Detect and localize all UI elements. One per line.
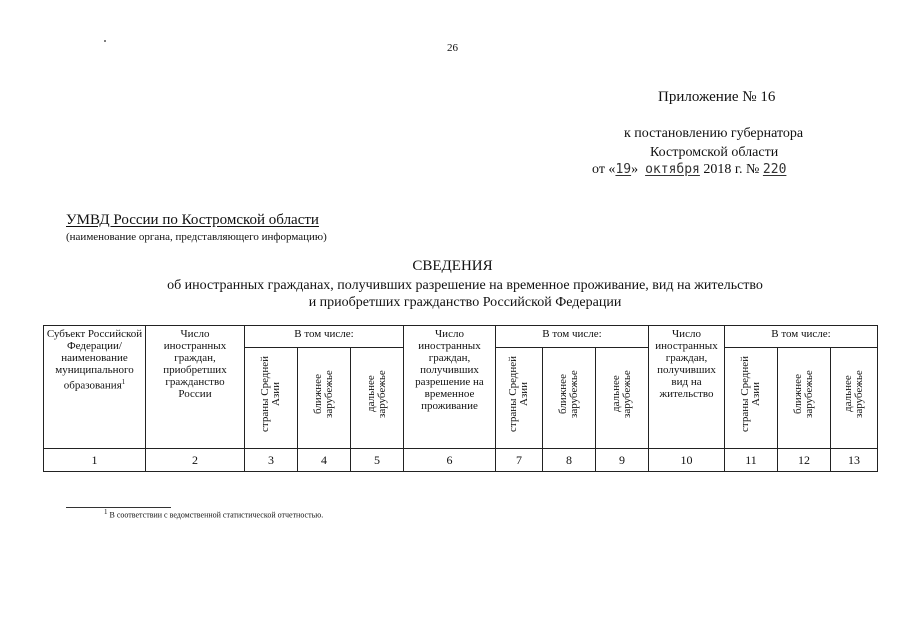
column-number: 12: [778, 449, 831, 472]
appendix-region: Костромской области: [650, 145, 779, 160]
decree-number: 220: [762, 162, 787, 177]
appendix-to-decree: к постановлению губернатора: [624, 126, 804, 141]
column-number: 13: [831, 449, 878, 472]
header-subject: Субъект Российской Федерации/ наименование муниципального образования$^1$: [44, 326, 146, 449]
header-including-3: В том числе:: [725, 326, 878, 348]
column-number: 9: [596, 449, 649, 472]
page-number: 26: [447, 42, 458, 54]
column-number: 5: [351, 449, 404, 472]
header-residence: Число иностранных граждан, получивших вид на жительство: [649, 326, 725, 449]
report-title: СВЕДЕНИЯ: [412, 258, 493, 274]
organization-caption: (наименование органа, представляющего информацию): [66, 231, 327, 243]
date-day: 19: [615, 162, 632, 177]
report-subtitle: [0, 277, 905, 311]
sub-central-asia: страны Средней Азии: [725, 348, 778, 449]
footnote: [104, 508, 323, 520]
report-subtitle-line2: и приобретших гражданство Российской Федерации: [308, 295, 622, 310]
column-number: 3: [245, 449, 298, 472]
column-number: 1: [44, 449, 146, 472]
column-number: 4: [298, 449, 351, 472]
appendix-date-line: [592, 162, 786, 178]
column-numbers-row: [44, 449, 878, 472]
sub-far-abroad: дальнее зарубежье: [596, 348, 649, 449]
sub-near-abroad: ближнее зарубежье: [543, 348, 596, 449]
footnote-text: В соответствии с ведомственной статистической отчетностью.: [107, 510, 324, 520]
sub-central-asia: страны Средней Азии: [496, 348, 543, 449]
column-number: 11: [725, 449, 778, 472]
sub-far-abroad: дальнее зарубежье: [831, 348, 878, 449]
date-year: 2018 г. №: [703, 162, 760, 177]
date-prefix: от «: [592, 162, 616, 177]
column-number: 8: [543, 449, 596, 472]
header-including-2: В том числе:: [496, 326, 649, 348]
footnote-mark: 1: [104, 508, 108, 516]
sub-central-asia: страны Средней Азии: [245, 348, 298, 449]
sub-near-abroad: ближнее зарубежье: [298, 348, 351, 449]
column-number: 6: [404, 449, 496, 472]
report-subtitle-line1: об иностранных гражданах, получивших разрешение на временное проживание, вид на жительство: [167, 278, 763, 293]
sub-far-abroad: дальнее зарубежье: [351, 348, 404, 449]
date-month: октября: [645, 162, 700, 177]
header-temporary: Число иностранных граждан, получивших разрешение на временное проживание: [404, 326, 496, 449]
column-number: 2: [146, 449, 245, 472]
sub-near-abroad: ближнее зарубежье: [778, 348, 831, 449]
report-table: [43, 325, 878, 472]
column-number: 10: [649, 449, 725, 472]
column-number: 7: [496, 449, 543, 472]
appendix-title: Приложение № 16: [658, 89, 776, 105]
header-citizenship: Число иностранных граждан, приобретших гражданство России: [146, 326, 245, 449]
organization-name: УМВД России по Костромской области: [66, 212, 319, 228]
date-mid: »: [631, 162, 639, 177]
header-including-1: В том числе:: [245, 326, 404, 348]
